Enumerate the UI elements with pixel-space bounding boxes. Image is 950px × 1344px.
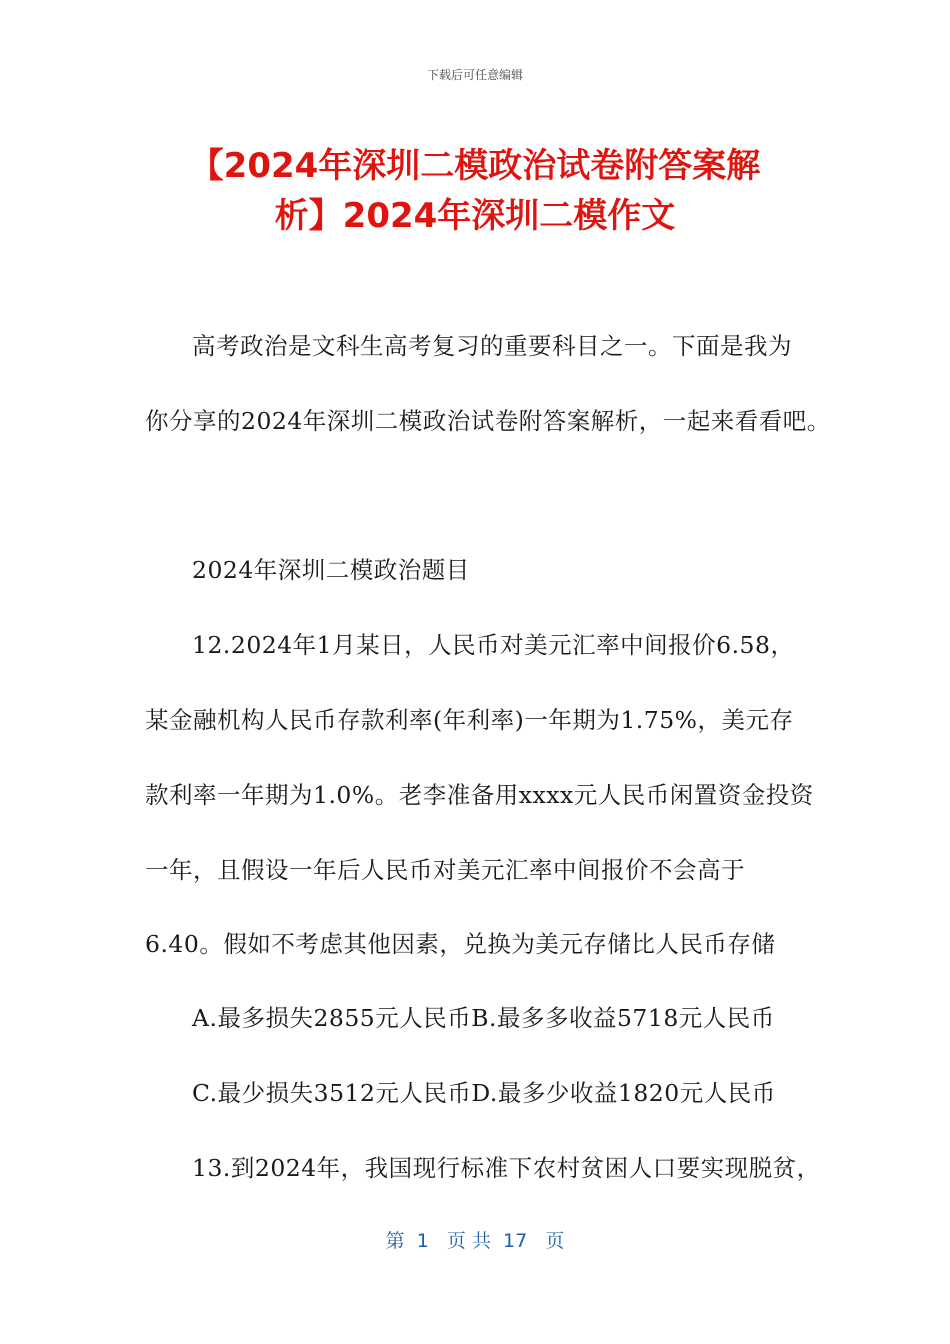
page-number-footer: 第 1 页 共 17 页 [385, 1230, 565, 1252]
paragraph-line: 你分享的2024年深圳二模政治试卷附答案解析，一起来看看吧。 [145, 407, 831, 435]
question-line: 6.40。假如不考虑其他因素，兑换为美元存储比人民币存储 [145, 930, 776, 958]
page-header-note: 下载后可任意编辑 [426, 68, 523, 82]
question-line: 12.2024年1月某日，人民币对美元汇率中间报价6.58， [192, 631, 795, 659]
document-title-line-1: 【2024年深圳二模政治试卷附答案解 [189, 146, 761, 186]
answer-option-line: C.最少损失3512元人民币D.最多少收益1820元人民币 [192, 1079, 776, 1107]
question-line: 某金融机构人民币存款利率(年利率)一年期为1.75%，美元存 [145, 706, 794, 734]
question-line: 一年，且假设一年后人民币对美元汇率中间报价不会高于 [145, 856, 745, 884]
question-line: 款利率一年期为1.0%。老李准备用xxxx元人民币闲置资金投资 [145, 781, 814, 809]
paragraph-line: 高考政治是文科生高考复习的重要科目之一。下面是我为 [192, 332, 792, 360]
section-heading: 2024年深圳二模政治题目 [192, 556, 470, 584]
answer-option-line: A.最多损失2855元人民币B.最多多收益5718元人民币 [192, 1004, 775, 1032]
document-title-line-2: 析】2024年深圳二模作文 [274, 196, 676, 236]
question-line: 13.到2024年，我国现行标准下农村贫困人口要实现脱贫， [192, 1154, 821, 1182]
